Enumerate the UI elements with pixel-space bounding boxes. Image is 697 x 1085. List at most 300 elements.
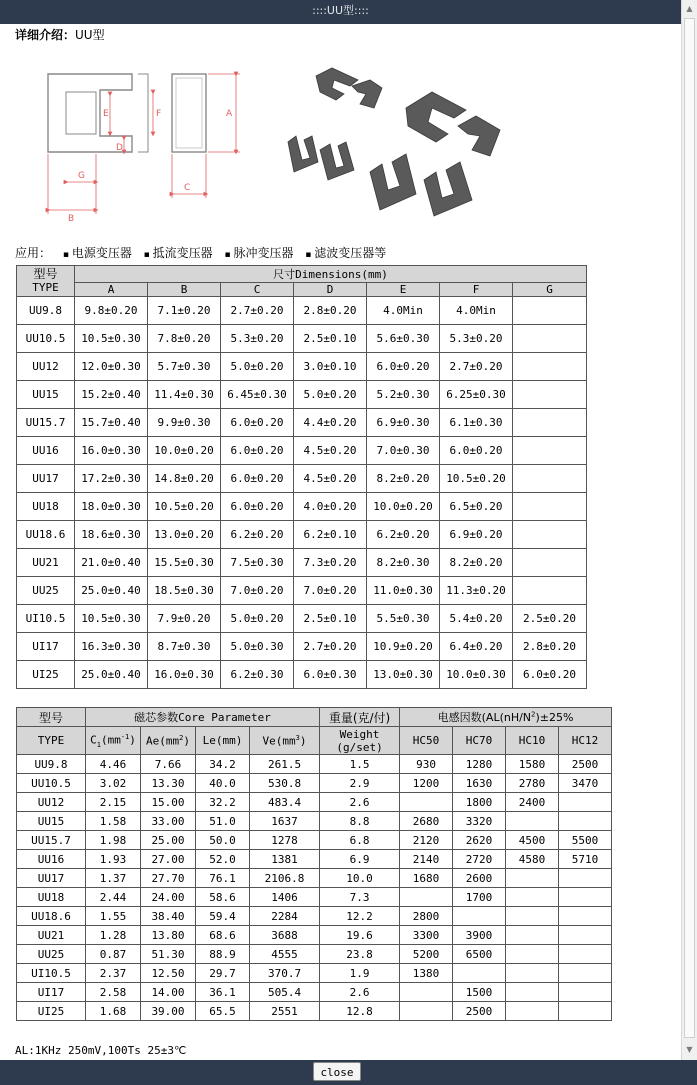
dimension-cell: 10.9±0.20 (367, 633, 440, 661)
dimension-cell: 6.25±0.30 (440, 381, 513, 409)
detail-heading (15, 26, 105, 43)
table-row (17, 983, 612, 1002)
parameter-cell: 4580 (506, 850, 559, 869)
dimension-cell: 25.0±0.40 (75, 661, 148, 689)
dimension-cell: 5.3±0.20 (221, 325, 294, 353)
dimension-cell: 2.7±0.20 (440, 353, 513, 381)
ae-label: Ae(mm (146, 734, 180, 748)
dimension-cell: 5.5±0.30 (367, 605, 440, 633)
parameter-cell (559, 945, 612, 964)
table-row (17, 812, 612, 831)
parameter-cell (453, 964, 506, 983)
dimension-cell: 7.8±0.20 (148, 325, 221, 353)
dimension-cell: 8.2±0.20 (367, 465, 440, 493)
window-title-bar (0, 0, 681, 24)
dimension-cell: 10.5±0.30 (75, 325, 148, 353)
parameter-cell (506, 1002, 559, 1021)
dimension-cell: 10.0±0.30 (440, 661, 513, 689)
dimension-cell: 5.3±0.20 (440, 325, 513, 353)
parameter-cell: 38.40 (141, 907, 196, 926)
table-row (17, 907, 612, 926)
type-cell: UU12 (17, 793, 86, 812)
dimension-cell (513, 465, 587, 493)
parameter-cell (506, 945, 559, 964)
dimension-cell: 6.0±0.20 (367, 353, 440, 381)
bottom-bar (0, 1060, 697, 1085)
parameter-cell: 40.0 (196, 774, 250, 793)
table-row (17, 521, 587, 549)
header-hc12: HC12 (559, 727, 612, 755)
header-hc50: HC50 (400, 727, 453, 755)
application-item: ▪ 抵流变压器 (144, 246, 213, 260)
parameter-cell (506, 907, 559, 926)
table-row (17, 325, 587, 353)
table-row (17, 577, 587, 605)
dimension-cell: 11.4±0.30 (148, 381, 221, 409)
weight-line1: Weight (339, 727, 380, 741)
dimension-cell: 10.5±0.30 (75, 605, 148, 633)
parameter-cell: 1406 (250, 888, 320, 907)
parameter-cell: 2.9 (320, 774, 400, 793)
dimension-cell: 4.5±0.20 (294, 437, 367, 465)
side-view-drawing (172, 74, 240, 198)
dimension-cell: 6.2±0.20 (221, 521, 294, 549)
parameter-cell (559, 983, 612, 1002)
dimension-cell: 7.1±0.20 (148, 297, 221, 325)
dimension-cell (513, 381, 587, 409)
dimension-cell: 9.8±0.20 (75, 297, 148, 325)
detail-label: 详细介绍： (15, 28, 76, 42)
parameter-cell: 1.68 (86, 1002, 141, 1021)
header-weight: 重量(克/付) (320, 708, 400, 727)
parameter-cell: 3320 (453, 812, 506, 831)
parameter-cell: 1.93 (86, 850, 141, 869)
parameter-cell: 12.8 (320, 1002, 400, 1021)
dimension-cell: 6.0±0.20 (221, 437, 294, 465)
parameter-cell: 10.0 (320, 869, 400, 888)
column-header: D (294, 283, 367, 297)
core-dimension-drawing (40, 64, 510, 224)
parameter-cell: 3688 (250, 926, 320, 945)
table-row (17, 793, 612, 812)
dimension-cell: 6.0±0.30 (294, 661, 367, 689)
parameter-cell (400, 1002, 453, 1021)
parameter-cell: 15.00 (141, 793, 196, 812)
type-cell: UU25 (17, 577, 75, 605)
type-cell: UU12 (17, 353, 75, 381)
parameter-cell: 23.8 (320, 945, 400, 964)
parameter-cell (506, 964, 559, 983)
parameter-cell: 1.9 (320, 964, 400, 983)
type-cell: UU18.6 (17, 521, 75, 549)
parameter-cell: 3900 (453, 926, 506, 945)
parameter-cell (559, 926, 612, 945)
close-button[interactable]: close (313, 1062, 361, 1081)
header-c1 (86, 727, 141, 755)
vertical-scrollbar[interactable] (681, 0, 697, 1060)
dimension-cell: 6.2±0.10 (294, 521, 367, 549)
parameter-cell: 1.37 (86, 869, 141, 888)
parameter-cell: 33.00 (141, 812, 196, 831)
parameter-cell: 27.00 (141, 850, 196, 869)
parameter-cell (559, 964, 612, 983)
ve-label: Ve(mm (262, 734, 296, 748)
dimension-cell (513, 325, 587, 353)
parameter-cell: 68.6 (196, 926, 250, 945)
front-view-drawing (48, 74, 148, 152)
footnote: AL:1KHz 250mV,100Ts 25±3℃ (15, 1044, 187, 1057)
dimension-cell: 25.0±0.40 (75, 577, 148, 605)
table-row (17, 297, 587, 325)
dimension-cell: 2.8±0.20 (513, 633, 587, 661)
parameter-cell (506, 926, 559, 945)
parameter-cell: 14.00 (141, 983, 196, 1002)
table-row (17, 493, 587, 521)
applications-label: 应用： (15, 246, 52, 260)
dimension-cell: 6.5±0.20 (440, 493, 513, 521)
table-row (17, 409, 587, 437)
dimension-cell: 18.6±0.30 (75, 521, 148, 549)
type-cell: UU18 (17, 888, 86, 907)
parameter-cell: 7.66 (141, 755, 196, 774)
dimension-cell: 5.7±0.30 (148, 353, 221, 381)
label-a: A (226, 109, 233, 119)
header-ae: $Ae(mm^2)$ (141, 727, 196, 755)
type-cell: UU10.5 (17, 774, 86, 793)
dimension-cell (513, 549, 587, 577)
parameter-cell: 1.5 (320, 755, 400, 774)
parameter-cell (559, 793, 612, 812)
dimension-cell: 6.9±0.30 (367, 409, 440, 437)
parameter-cell: 1200 (400, 774, 453, 793)
parameter-cell: 51.30 (141, 945, 196, 964)
dimension-cell: 14.8±0.20 (148, 465, 221, 493)
dimension-cell: 11.3±0.20 (440, 577, 513, 605)
type-cell: UU18.6 (17, 907, 86, 926)
dimension-cell: 6.0±0.20 (513, 661, 587, 689)
header-weight-en (320, 727, 400, 755)
table-row (17, 831, 612, 850)
parameter-cell: 58.6 (196, 888, 250, 907)
table-row (17, 774, 612, 793)
parameter-cell: 5200 (400, 945, 453, 964)
dimension-cell: 5.2±0.30 (367, 381, 440, 409)
c1-subscript: 1 (96, 740, 101, 749)
parameter-cell: 6.8 (320, 831, 400, 850)
header-type (17, 266, 75, 297)
parameter-cell (559, 869, 612, 888)
type-cell: UI17 (17, 633, 75, 661)
label-b: B (68, 214, 75, 224)
parameter-cell: 2120 (400, 831, 453, 850)
parameter-cell (559, 812, 612, 831)
parameter-cell: 1580 (506, 755, 559, 774)
dimension-cell (513, 353, 587, 381)
parameter-cell: 8.8 (320, 812, 400, 831)
dimension-cell: 2.7±0.20 (221, 297, 294, 325)
table-row (17, 1002, 612, 1021)
column-header: F (440, 283, 513, 297)
dimension-cell: 10.0±0.20 (148, 437, 221, 465)
parameter-cell: 1.28 (86, 926, 141, 945)
parameter-cell: 3300 (400, 926, 453, 945)
parameter-cell (506, 888, 559, 907)
parameter-cell: 50.0 (196, 831, 250, 850)
table-row (17, 353, 587, 381)
dimension-cell: 5.0±0.20 (294, 381, 367, 409)
column-header: C (221, 283, 294, 297)
parameter-cell: 25.00 (141, 831, 196, 850)
parameter-cell: 261.5 (250, 755, 320, 774)
parameter-cell: 2.44 (86, 888, 141, 907)
type-cell: UU15 (17, 812, 86, 831)
parameter-cell (506, 812, 559, 831)
parameter-cell: 2.15 (86, 793, 141, 812)
type-cell: UU9.8 (17, 755, 86, 774)
header-type-cn: 型号 (33, 267, 58, 281)
parameter-cell: 2.58 (86, 983, 141, 1002)
parameter-cell: 12.2 (320, 907, 400, 926)
dimension-cell: 8.2±0.20 (440, 549, 513, 577)
parameter-cell: 65.5 (196, 1002, 250, 1021)
label-d: D (116, 143, 123, 153)
dimension-cell: 6.0±0.20 (221, 409, 294, 437)
parameter-cell (559, 907, 612, 926)
parameter-cell: 4.46 (86, 755, 141, 774)
dimension-cell: 10.5±0.20 (148, 493, 221, 521)
dimension-cell: 6.2±0.30 (221, 661, 294, 689)
dimension-cell: 7.3±0.20 (294, 549, 367, 577)
type-cell: UI10.5 (17, 605, 75, 633)
dimension-cell: 17.2±0.30 (75, 465, 148, 493)
parameter-cell: 2800 (400, 907, 453, 926)
parameter-cell: 19.6 (320, 926, 400, 945)
dimension-cell: 2.7±0.20 (294, 633, 367, 661)
header-hc70: HC70 (453, 727, 506, 755)
dimension-cell: 7.5±0.30 (221, 549, 294, 577)
dimension-cell: 6.0±0.20 (221, 465, 294, 493)
dimension-cell: 6.4±0.20 (440, 633, 513, 661)
parameter-cell: 6.9 (320, 850, 400, 869)
scroll-down-icon[interactable]: ▼ (686, 1045, 693, 1054)
application-item: ▪ 电源变压器 (63, 246, 132, 260)
parameter-cell: 505.4 (250, 983, 320, 1002)
parameter-cell: 24.00 (141, 888, 196, 907)
parameter-cell: 2140 (400, 850, 453, 869)
parameter-cell: 1278 (250, 831, 320, 850)
dimension-cell: 2.5±0.10 (294, 605, 367, 633)
parameter-cell: 1381 (250, 850, 320, 869)
core-photo (288, 68, 500, 216)
parameter-cell: 2551 (250, 1002, 320, 1021)
dimension-cell: 21.0±0.40 (75, 549, 148, 577)
parameter-cell: 2780 (506, 774, 559, 793)
dimension-cell: 11.0±0.30 (367, 577, 440, 605)
dimension-cell: 15.2±0.40 (75, 381, 148, 409)
parameter-cell: 34.2 (196, 755, 250, 774)
dimension-cell: 6.9±0.20 (440, 521, 513, 549)
parameter-cell: 3.02 (86, 774, 141, 793)
window-title: ::::UU型:::: (312, 4, 369, 17)
parameter-cell: 7.3 (320, 888, 400, 907)
dimension-cell: 10.5±0.20 (440, 465, 513, 493)
type-cell: UU17 (17, 869, 86, 888)
dimension-cell: 7.0±0.20 (221, 577, 294, 605)
table-row (17, 945, 612, 964)
c1-symbol: C (90, 733, 97, 747)
parameter-cell: 2680 (400, 812, 453, 831)
parameter-cell (559, 888, 612, 907)
dimension-cell: 4.4±0.20 (294, 409, 367, 437)
type-cell: UU15 (17, 381, 75, 409)
table-row (17, 926, 612, 945)
dimension-cell: 2.5±0.20 (513, 605, 587, 633)
dimension-cell: 12.0±0.30 (75, 353, 148, 381)
dimension-cell: 10.0±0.20 (367, 493, 440, 521)
applications-line (15, 244, 386, 261)
parameter-cell: 88.9 (196, 945, 250, 964)
dimension-cell: 7.9±0.20 (148, 605, 221, 633)
c1-close: ) (129, 733, 136, 747)
c1-exponent: -1 (120, 732, 130, 741)
table-row (17, 465, 587, 493)
parameter-cell: 1.55 (86, 907, 141, 926)
core-parameter-table (16, 707, 612, 1021)
dimension-cell (513, 297, 587, 325)
parameter-cell: 2600 (453, 869, 506, 888)
parameter-cell: 483.4 (250, 793, 320, 812)
table-row (17, 381, 587, 409)
dimension-cell (513, 577, 587, 605)
ae-exponent: 2 (179, 733, 184, 742)
parameter-cell: 36.1 (196, 983, 250, 1002)
dimension-cell: 18.5±0.30 (148, 577, 221, 605)
type-cell: UI17 (17, 983, 86, 1002)
header-core-parameter: 磁芯参数Core Parameter (86, 708, 320, 727)
header-type-en: TYPE (32, 281, 59, 294)
dimension-cell: 6.1±0.30 (440, 409, 513, 437)
label-c: C (184, 183, 191, 193)
dimension-cell: 9.9±0.30 (148, 409, 221, 437)
application-item: ▪ 脉冲变压器 (224, 246, 293, 260)
parameter-cell (559, 1002, 612, 1021)
type-cell: UU10.5 (17, 325, 75, 353)
parameter-cell: 370.7 (250, 964, 320, 983)
header-type-en: TYPE (17, 727, 86, 755)
dimension-cell: 5.0±0.30 (221, 633, 294, 661)
dimension-cell: 7.0±0.30 (367, 437, 440, 465)
weight-line2: (g/set) (336, 740, 383, 754)
scroll-up-icon[interactable]: ▲ (686, 4, 693, 13)
parameter-cell (506, 983, 559, 1002)
dimension-cell (513, 493, 587, 521)
table-row (17, 755, 612, 774)
table-row (17, 605, 587, 633)
parameter-cell: 1680 (400, 869, 453, 888)
dimension-cell: 6.0±0.20 (440, 437, 513, 465)
dimension-cell: 3.0±0.10 (294, 353, 367, 381)
type-cell: UU16 (17, 850, 86, 869)
type-cell: UU21 (17, 926, 86, 945)
parameter-cell (400, 983, 453, 1002)
dimension-cell: 16.0±0.30 (148, 661, 221, 689)
dimension-cell: 4.0Min (440, 297, 513, 325)
parameter-cell: 2500 (453, 1002, 506, 1021)
dimension-cell: 6.45±0.30 (221, 381, 294, 409)
header-al: 电感因数($AL(nH/N^2)\pm 25\%$ (400, 708, 612, 727)
parameter-cell: 1630 (453, 774, 506, 793)
type-cell: UU18 (17, 493, 75, 521)
column-header: E (367, 283, 440, 297)
column-header: A (75, 283, 148, 297)
type-cell: UU9.8 (17, 297, 75, 325)
parameter-cell: 3470 (559, 774, 612, 793)
type-cell: UU17 (17, 465, 75, 493)
dimension-cell (513, 521, 587, 549)
parameter-cell: 39.00 (141, 1002, 196, 1021)
dimension-cell: 15.7±0.40 (75, 409, 148, 437)
table-row (17, 869, 612, 888)
type-cell: UU15.7 (17, 831, 86, 850)
header-le: Le(mm) (196, 727, 250, 755)
dimension-cell: 5.0±0.20 (221, 605, 294, 633)
parameter-cell (453, 907, 506, 926)
label-f: F (156, 109, 162, 119)
parameter-cell: 1380 (400, 964, 453, 983)
parameter-cell: 2.6 (320, 983, 400, 1002)
table-row (17, 549, 587, 577)
dimensions-table (16, 265, 587, 689)
dimension-cell: 4.5±0.20 (294, 465, 367, 493)
dimension-cell: 5.4±0.20 (440, 605, 513, 633)
parameter-cell: 29.7 (196, 964, 250, 983)
parameter-cell: 2500 (559, 755, 612, 774)
dimension-cell: 4.0±0.20 (294, 493, 367, 521)
table-row (17, 437, 587, 465)
dimension-cell: 6.2±0.20 (367, 521, 440, 549)
parameter-cell: 930 (400, 755, 453, 774)
parameter-cell: 2.6 (320, 793, 400, 812)
scrollbar-thumb[interactable] (684, 18, 695, 1038)
header-type-cn: 型号 (17, 708, 86, 727)
dimension-cell: 16.3±0.30 (75, 633, 148, 661)
type-cell: UU25 (17, 945, 86, 964)
c1-unit: (mm (100, 733, 121, 747)
header-ve: $Ve(mm^3)$ (250, 727, 320, 755)
dimension-cell: 15.5±0.30 (148, 549, 221, 577)
type-cell: UU15.7 (17, 409, 75, 437)
dimension-cell: 8.7±0.30 (148, 633, 221, 661)
type-cell: UI10.5 (17, 964, 86, 983)
parameter-cell: 2400 (506, 793, 559, 812)
parameter-cell: 2106.8 (250, 869, 320, 888)
parameter-cell: 1.58 (86, 812, 141, 831)
parameter-cell: 59.4 (196, 907, 250, 926)
parameter-cell: 76.1 (196, 869, 250, 888)
dimension-cell (513, 409, 587, 437)
table-row (17, 633, 587, 661)
dimension-cell: 13.0±0.30 (367, 661, 440, 689)
dimension-cell (513, 437, 587, 465)
parameter-cell (506, 869, 559, 888)
dimension-cell: 13.0±0.20 (148, 521, 221, 549)
column-header: B (148, 283, 221, 297)
parameter-cell: 2284 (250, 907, 320, 926)
parameter-cell: 0.87 (86, 945, 141, 964)
parameter-cell (400, 888, 453, 907)
parameter-cell: 4500 (506, 831, 559, 850)
parameter-cell: 2620 (453, 831, 506, 850)
